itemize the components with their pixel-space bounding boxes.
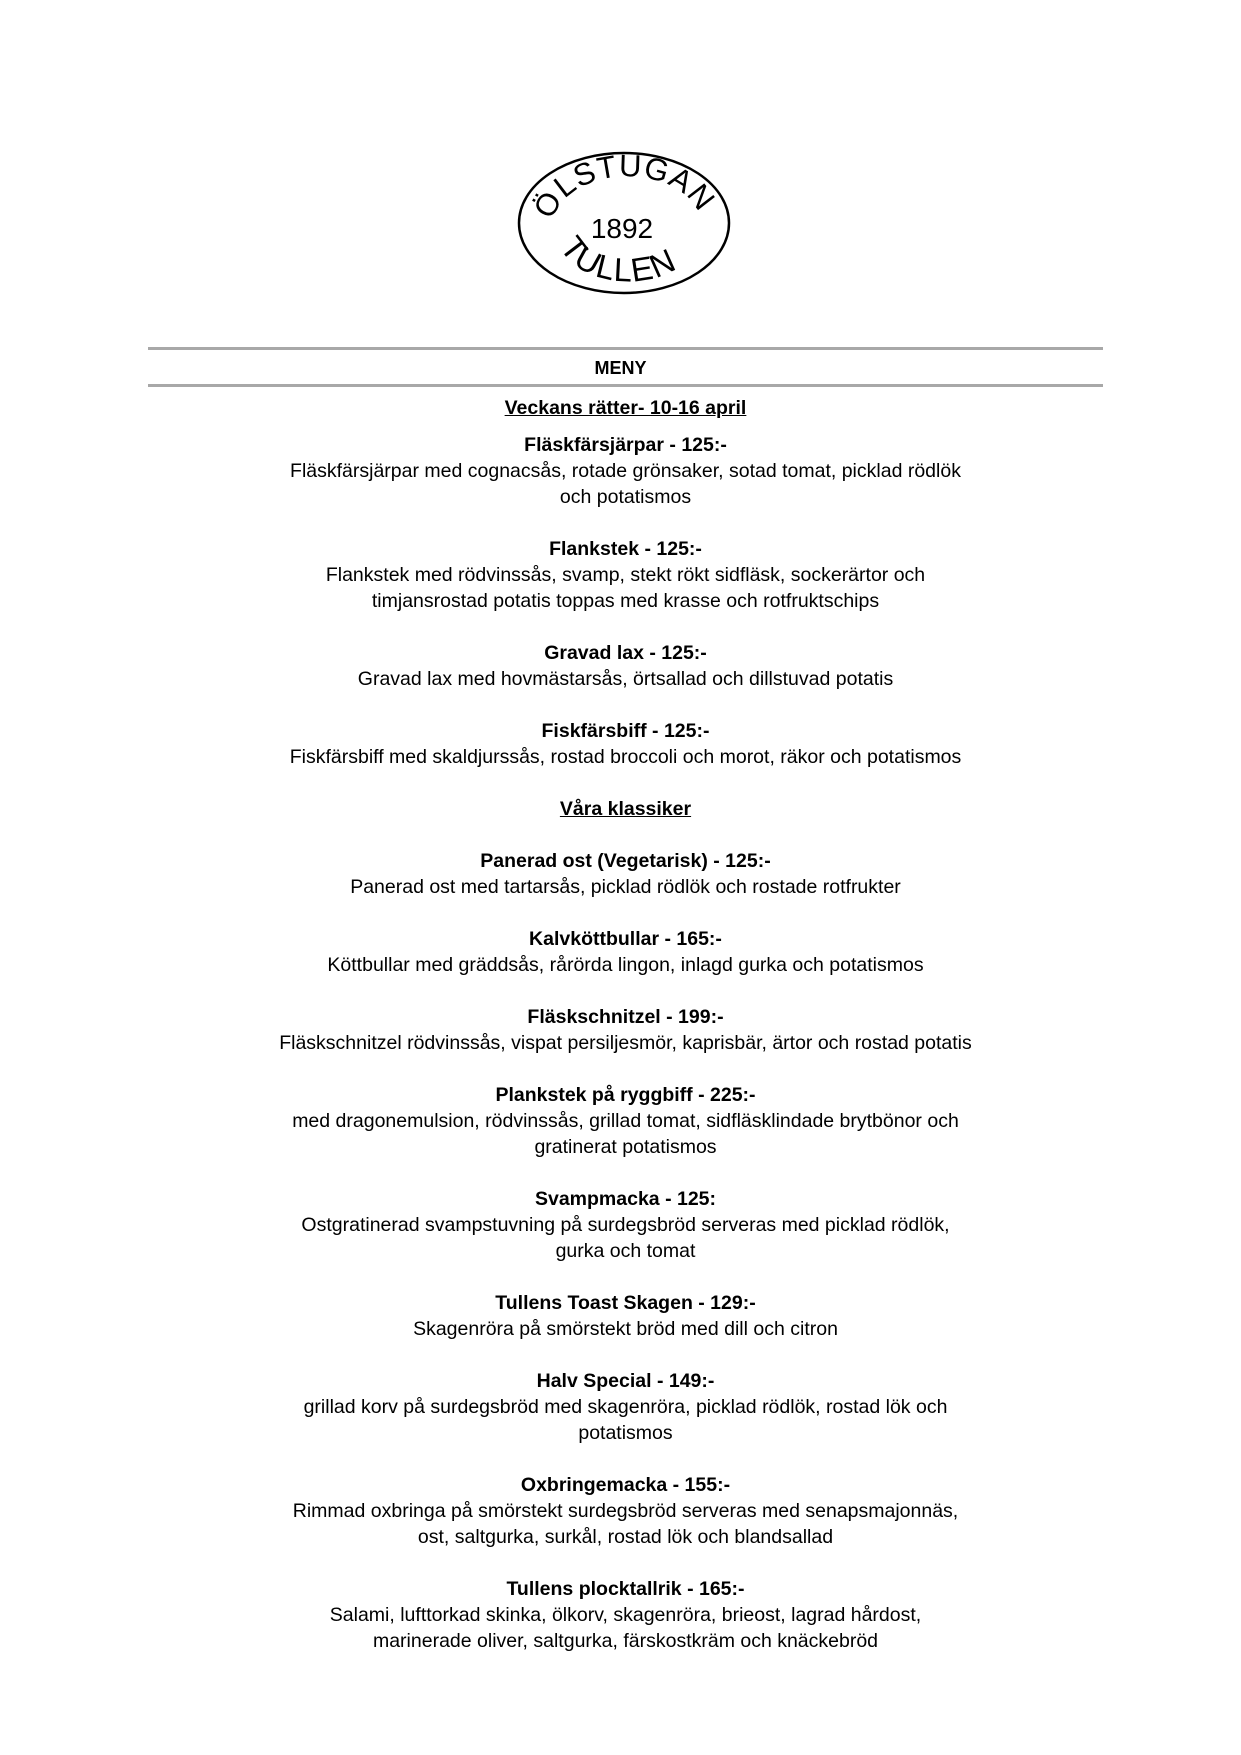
menu-item — [148, 1369, 1103, 1446]
menu-item — [148, 641, 1103, 692]
menu-item — [148, 433, 1103, 510]
dish-description-line: Fläskfärsjärpar med cognacsås, rotade grönsaker, sotad tomat, picklad rödlök — [290, 460, 961, 482]
menu-item — [148, 537, 1103, 614]
dish-title: Fläskschnitzel - 199:- — [527, 1006, 724, 1028]
dish-description-line: och potatismos — [559, 486, 692, 508]
bottom-divider — [148, 384, 1103, 387]
logo-bottom-text: TULLEN — [553, 229, 682, 289]
dish-title: Fläskfärsjärpar - 125:- — [524, 434, 727, 456]
dish-description-line: Fläskschnitzel rödvinssås, vispat persiljesmör, kaprisbär, ärtor och rostad potatis — [279, 1032, 972, 1054]
dish-title: Tullens Toast Skagen - 129:- — [495, 1292, 756, 1314]
menu-item — [148, 927, 1103, 978]
dish-description-line: Fiskfärsbiff med skaldjurssås, rostad broccoli och morot, räkor och potatismos — [289, 746, 962, 768]
dish-description-line: Köttbullar med gräddsås, rårörda lingon, inlagd gurka och potatismos — [327, 954, 924, 976]
dish-description-line: Flankstek med rödvinssås, svamp, stekt rökt sidfläsk, sockerärtor och — [325, 564, 926, 586]
dish-title: Panerad ost (Vegetarisk) - 125:- — [480, 850, 771, 872]
dish-description-line: marinerade oliver, saltgurka, färskostkräm och knäckebröd — [372, 1630, 879, 1652]
dish-description-line: Panerad ost med tartarsås, picklad rödlök och rostade rotfrukter — [350, 876, 901, 898]
logo-top-text: ÖLSTUGAN — [526, 148, 723, 224]
dish-description-line: Salami, lufttorkad skinka, ölkorv, skagenröra, brieost, lagrad hårdost, — [329, 1604, 922, 1626]
dish-description-line: potatismos — [578, 1422, 673, 1444]
dish-description-line: gurka och tomat — [555, 1240, 696, 1262]
dish-title: Gravad lax - 125:- — [544, 642, 707, 664]
weekly-section-title: Veckans rätter- 10-16 april — [504, 397, 747, 419]
dish-description-line: med dragonemulsion, rödvinssås, grillad tomat, sidfläsklindade brytbönor och — [292, 1110, 959, 1132]
dish-description-line: timjansrostad potatis toppas med krasse och rotfruktschips — [371, 590, 880, 612]
logo-year: 1892 — [590, 213, 654, 244]
top-divider — [148, 347, 1103, 350]
dish-title: Kalvköttbullar - 165:- — [529, 928, 722, 950]
dish-description-line: Skagenröra på smörstekt bröd med dill och citron — [413, 1318, 838, 1340]
dish-title: Oxbringemacka - 155:- — [520, 1474, 731, 1496]
menu-heading: MENY — [594, 358, 647, 378]
classics-dish-list — [148, 849, 1103, 1681]
dish-description-line: ost, saltgurka, surkål, rostad lök och blandsallad — [417, 1526, 834, 1548]
weekly-dish-list — [148, 433, 1103, 797]
dish-description-line: grillad korv på surdegsbröd med skagenröra, picklad rödlök, rostad lök och — [303, 1396, 948, 1418]
menu-content — [148, 396, 1103, 1681]
menu-item — [148, 849, 1103, 900]
logo-emblem — [514, 148, 734, 298]
menu-item — [148, 1473, 1103, 1550]
dish-title: Halv Special - 149:- — [536, 1370, 715, 1392]
dish-description-line: gratinerat potatismos — [534, 1136, 717, 1158]
menu-item — [148, 1577, 1103, 1654]
dish-description-line: Ostgratinerad svampstuvning på surdegsbröd serveras med picklad rödlök, — [301, 1214, 950, 1236]
dish-title: Plankstek på ryggbiff - 225:- — [495, 1084, 756, 1106]
menu-item — [148, 1291, 1103, 1342]
dish-title: Fiskfärsbiff - 125:- — [541, 720, 710, 742]
menu-item — [148, 1005, 1103, 1056]
menu-item — [148, 719, 1103, 770]
restaurant-logo — [514, 148, 734, 298]
menu-item — [148, 1083, 1103, 1160]
dish-description-line: Rimmad oxbringa på smörstekt surdegsbröd serveras med senapsmajonnäs, — [292, 1500, 959, 1522]
dish-title: Svampmacka - 125: — [534, 1188, 717, 1210]
menu-item — [148, 1187, 1103, 1264]
dish-title: Flankstek - 125:- — [549, 538, 702, 560]
dish-description-line: Gravad lax med hovmästarsås, örtsallad och dillstuvad potatis — [357, 668, 894, 690]
classics-section-title: Våra klassiker — [559, 798, 692, 820]
dish-title: Tullens plocktallrik - 165:- — [506, 1578, 745, 1600]
